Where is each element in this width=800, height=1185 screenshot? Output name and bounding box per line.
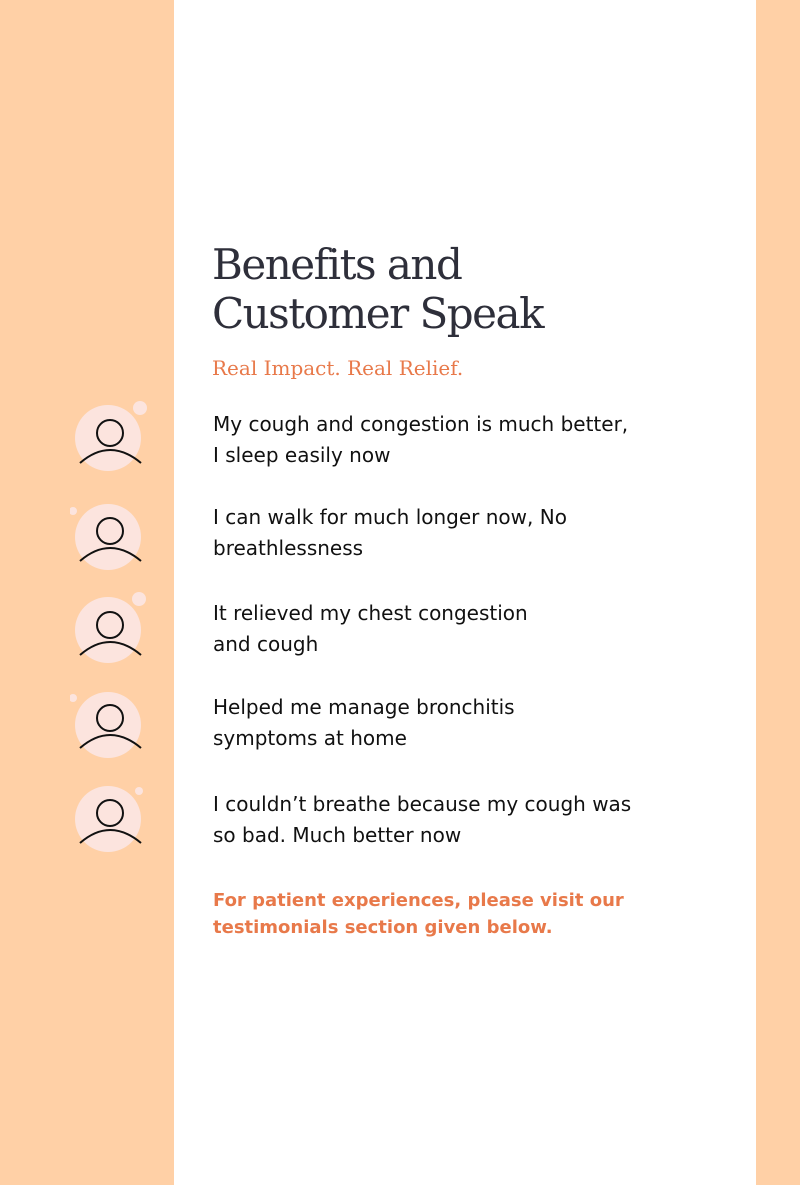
testimonial-line: breathlessness [213, 536, 364, 560]
page-subtitle: Real Impact. Real Relief. [212, 356, 464, 380]
testimonial-line: and cough [213, 632, 319, 656]
page-title-line-1: Benefits and [212, 240, 462, 289]
testimonials-note-line: For patient experiences, please visit our [213, 890, 624, 911]
page-title [212, 240, 672, 338]
user-avatar-icon [70, 500, 150, 570]
page-title-line-2: Customer Speak [212, 289, 544, 338]
testimonial-line: It relieved my chest congestion [213, 601, 528, 625]
testimonial-quote [213, 502, 663, 564]
testimonial-line: Helped me manage bronchitis [213, 695, 515, 719]
testimonial-line: I can walk for much longer now, No [213, 505, 567, 529]
testimonial-quote [213, 409, 663, 471]
testimonial-line: symptoms at home [213, 726, 407, 750]
testimonial-quote [213, 692, 663, 754]
testimonial-line: I sleep easily now [213, 443, 391, 467]
testimonials-note [213, 887, 653, 941]
user-avatar-icon [70, 782, 150, 852]
testimonial-quote [213, 598, 663, 660]
testimonials-note-line: testimonials section given below. [213, 917, 553, 938]
content-panel [174, 0, 756, 1185]
testimonial-line: My cough and congestion is much better, [213, 412, 629, 436]
user-avatar-icon [70, 688, 150, 758]
testimonial-line: I couldn’t breathe because my cough was [213, 792, 632, 816]
user-avatar-icon [70, 400, 150, 470]
testimonial-quote [213, 789, 663, 851]
user-avatar-icon [70, 592, 150, 662]
testimonial-line: so bad. Much better now [213, 823, 462, 847]
